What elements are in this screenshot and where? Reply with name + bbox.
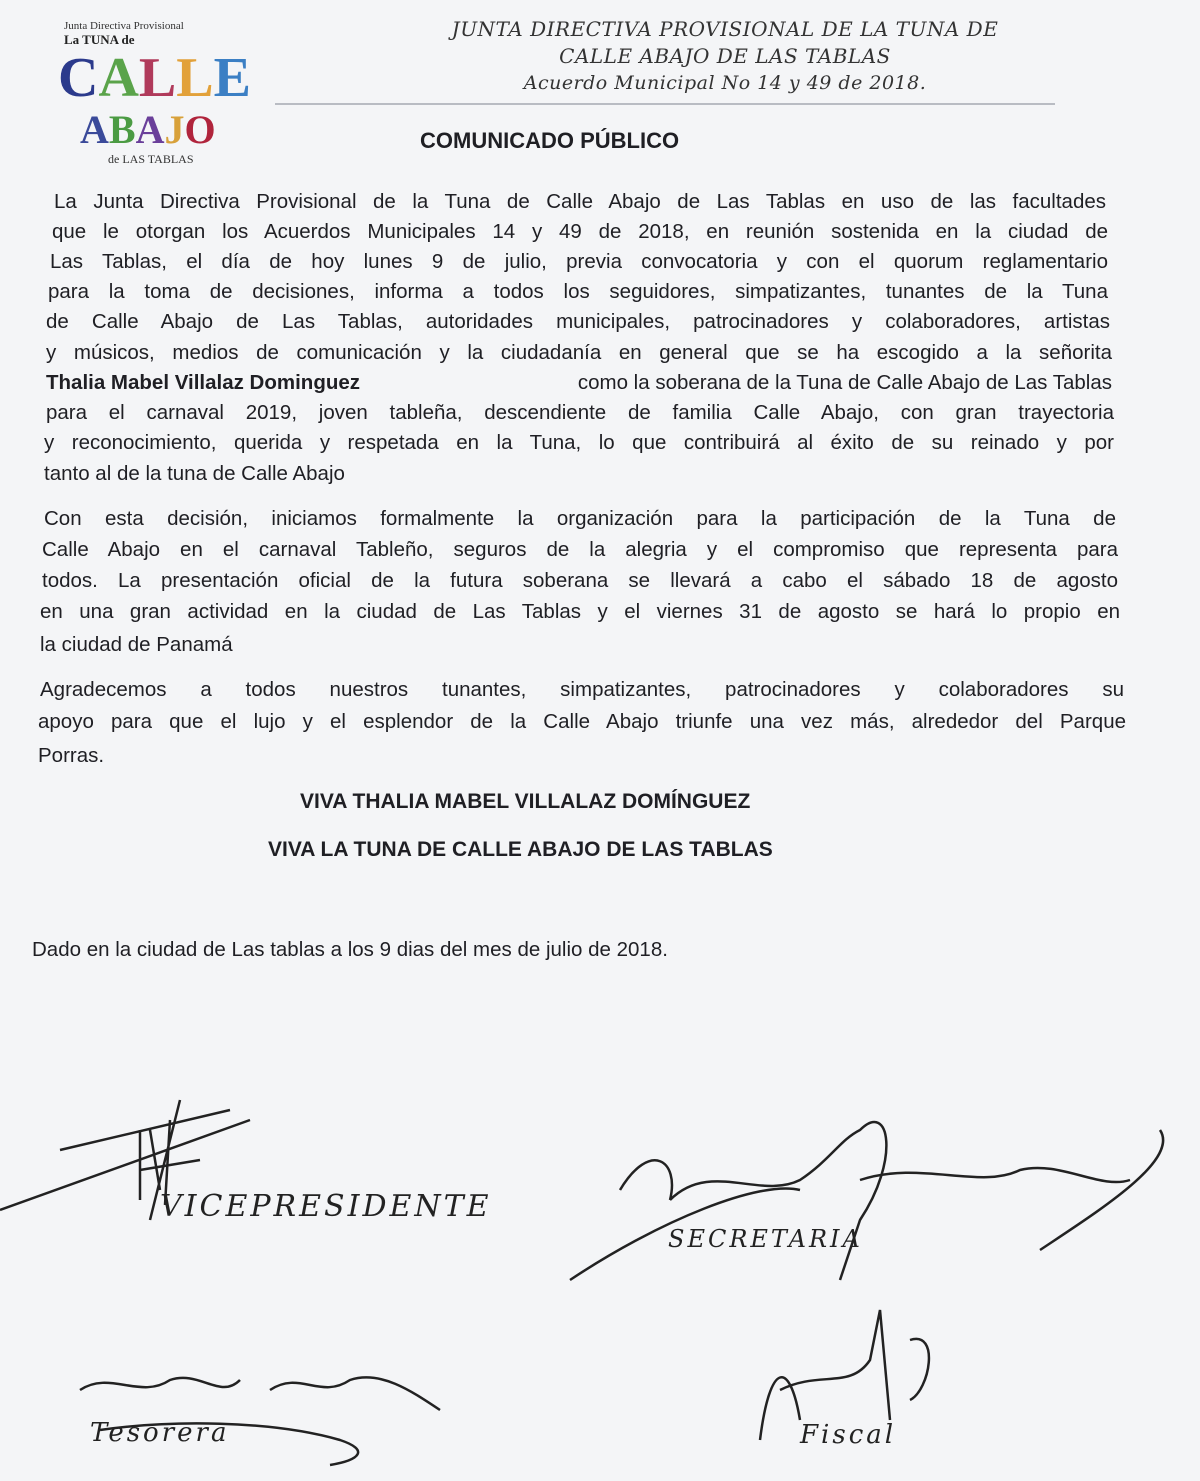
queen-name: Thalia Mabel Villalaz Dominguez [46, 371, 361, 394]
p1-line: tanto al de la tuna de Calle Abajo [44, 462, 345, 485]
closing-line-1: VIVA THALIA MABEL VILLALAZ DOMÍNGUEZ [300, 790, 751, 813]
signature-label-vicepresidente: VICEPRESIDENTE [160, 1189, 492, 1224]
p2-line: Con esta decisión, iniciamos formalmente la organización para la participación de la Tuna de [44, 507, 1116, 530]
p1-line: Las Tablas, el día de hoy lunes 9 de julio, previa convocatoria y con el quorum reglamentario [50, 250, 1108, 273]
p1-line: que le otorgan los Acuerdos Municipales 14 y 49 de 2018, en reunión sostenida en la ciudad de [52, 220, 1108, 243]
p1-line: de Calle Abajo de Las Tablas, autoridades municipales, patrocinadores y colaboradores, artistas [46, 310, 1110, 333]
closing-line-2: VIVA LA TUNA DE CALLE ABAJO DE LAS TABLAS [268, 838, 773, 861]
signature-label-fiscal: Fiscal [800, 1420, 897, 1450]
signature-tesorera [70, 1350, 470, 1470]
p2-line: en una gran actividad en la ciudad de Las Tablas y el viernes 31 de agosto se hará lo propio en [40, 600, 1120, 623]
p2-line: Calle Abajo en el carnaval Tableño, seguros de la alegria y el compromiso que representa para [42, 538, 1118, 561]
p3-line: apoyo para que el lujo y el esplendor de la Calle Abajo triunfe una vez más, alrededor del Parque [38, 710, 1126, 733]
signature-secretaria [560, 1100, 1170, 1290]
header-line-1: JUNTA DIRECTIVA PROVISIONAL DE LA TUNA DE [451, 17, 999, 41]
logo-word-calle: CALLE [58, 47, 251, 109]
logo-word-abajo: ABAJO [80, 107, 216, 152]
p2-line: todos. La presentación oficial de la futura soberana se llevará a cabo el sábado 18 de agosto [42, 569, 1118, 592]
p1-line-after-name: como la soberana de la Tuna de Calle Abajo de Las Tablas [577, 371, 1112, 394]
header-divider [275, 103, 1055, 105]
header-line-2: CALLE ABAJO DE LAS TABLAS [559, 44, 891, 68]
logo-text-top: Junta Directiva Provisional [64, 20, 184, 32]
page-title: COMUNICADO PÚBLICO [420, 128, 680, 153]
organization-logo [58, 20, 273, 170]
p1-line: La Junta Directiva Provisional de la Tuna de Calle Abajo de Las Tablas en uso de las facultades [54, 190, 1106, 213]
p1-line: y reconocimiento, querida y respetada en la Tuna, lo que contribuirá al éxito de su reinado y por [44, 431, 1114, 454]
p3-line: Agradecemos a todos nuestros tunantes, simpatizantes, patrocinadores y colaboradores su [40, 678, 1124, 701]
p1-line: para el carnaval 2019, joven tableña, descendiente de familia Calle Abajo, con gran trayectoria [46, 401, 1114, 424]
p1-line: y músicos, medios de comunicación y la ciudadanía en general que se ha escogido a la señorita [46, 341, 1112, 364]
p3-line: Porras. [38, 744, 105, 767]
p1-name-line [46, 371, 1112, 395]
logo-text-bottom: de LAS TABLAS [108, 152, 194, 166]
signature-label-secretaria: SECRETARIA [668, 1225, 863, 1253]
p2-line: la ciudad de Panamá [40, 633, 233, 656]
header-line-3: Acuerdo Municipal No 14 y 49 de 2018. [523, 72, 927, 94]
date-line: Dado en la ciudad de Las tablas a los 9 dias del mes de julio de 2018. [32, 938, 668, 961]
signature-vicepresidente [0, 1090, 492, 1240]
p1-line: para la toma de decisiones, informa a todos los seguidores, simpatizantes, tunantes de la Tuna [48, 280, 1108, 303]
signature-label-tesorera: Tesorera [90, 1418, 230, 1448]
logo-text-tuna: La TUNA de [64, 32, 135, 47]
signature-fiscal [740, 1300, 970, 1470]
